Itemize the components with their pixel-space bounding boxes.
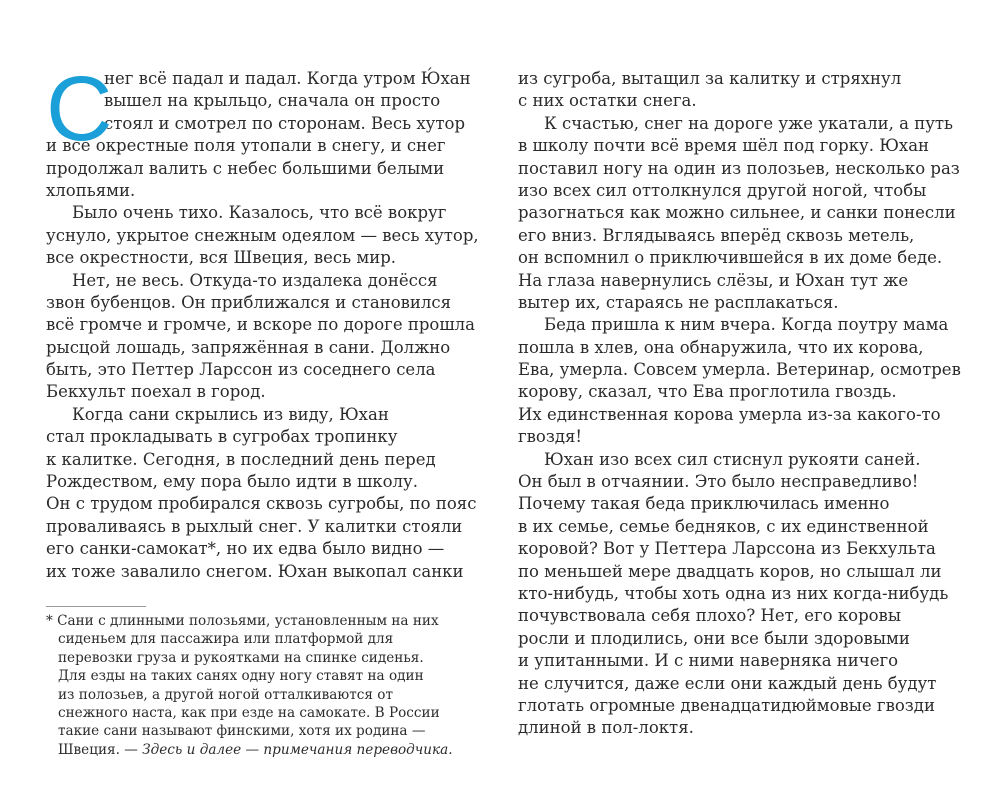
right-column (518, 68, 961, 740)
footnote-line (46, 741, 476, 759)
text-line: Рождеством, ему пора было идти в школу. (46, 472, 418, 492)
text-line: Беда пришла к ним вчера. Когда поутру мама (544, 315, 949, 335)
text-line: гвоздя! (518, 427, 583, 447)
text-line: росли и плодились, они все были здоровыми (518, 628, 910, 648)
translator-note: Здесь и далее — примечания переводчика. (142, 741, 453, 758)
text-line: Бекхульт поехал в город. (46, 382, 266, 402)
text-line: звон бубенцов. Он приближался и становился (46, 292, 452, 312)
text-line: все окрестности, вся Швеция, весь мир. (46, 248, 397, 268)
text-line: корову, сказал, что Ева проглотила гвоздь. (518, 382, 897, 402)
text-line: Почему такая беда приключилась именно (518, 494, 890, 514)
text-line: проваливаясь в рыхлый снег. У калитки стояли (46, 516, 463, 536)
text-line: изо всех сил оттолкнулся другой ногой, чтобы (518, 180, 927, 200)
footnote-line: перевозки груза и рукоятками на спинке сиденья. (58, 649, 424, 666)
footnote-line: сиденьем для пассажира или платформой для (58, 631, 394, 648)
text-line: разогнаться как можно сильнее, и санки понесли (518, 203, 956, 223)
footnote-text (46, 612, 476, 741)
text-line: почувствовала себя плохо? Нет, его коровы (518, 606, 901, 626)
text-line: пошла в хлев, она обнаружила, что их корова, (518, 337, 924, 357)
text-line: всё громче и громче, и вскоре по дороге прошла (46, 315, 475, 335)
text-line: Ева, умерла. Совсем умерла. Ветеринар, осмотрев (518, 360, 961, 380)
text-line: и упитанными. И с ними наверняка ничего (518, 651, 899, 671)
text-line: хлопьями. (46, 180, 136, 200)
text-line: уснуло, укрытое снежным одеялом — весь хутор, (46, 225, 479, 245)
text-line: в их семье, семье бедняков, с их единственной (518, 516, 929, 536)
text-line: его санки-самокат*, но их едва было видно — (46, 539, 445, 559)
text-line: поставил ногу на один из полозьев, несколько раз (518, 158, 960, 178)
text-line: их тоже завалило снегом. Юхан выкопал санки (46, 561, 464, 581)
text-line: стоял и смотрел по сторонам. Весь хутор (104, 113, 466, 133)
footnote-line: из полозьев, а другой ногой отталкиваются от (58, 686, 393, 703)
text-line: из сугроба, вытащил за калитку и стряхнул (518, 69, 902, 88)
text-line: Он был в отчаянии. Это было несправедливо! (518, 472, 919, 492)
text-line: с них остатки снега. (518, 91, 697, 111)
text-line: и все окрестные поля утопали в снегу, и снег (46, 136, 446, 156)
text-line: в школу почти всё время шёл под горку. Юхан (518, 136, 930, 156)
text-line: Когда сани скрылись из виду, Юхан (72, 404, 389, 424)
text-line: На глаза навернулись слёзы, и Юхан тут же (518, 270, 909, 290)
text-line: Он с трудом пробирался сквозь сугробы, по пояс (46, 494, 477, 514)
footnote-divider (46, 606, 146, 607)
footnote-line: * Сани с длинными полозьями, установленным на них (46, 613, 439, 629)
text-line: он вспомнил о приключившейся в их доме беде. (518, 248, 943, 268)
text-line: глотать огромные двенадцатидюймовые гвозди (518, 695, 935, 715)
text-line: не случится, даже если они каждый день будут (518, 673, 937, 693)
text-line: рысцой лошадь, запряжённая в сани. Должно (46, 337, 451, 357)
text-line: продолжал валить с небес большими белыми (46, 158, 445, 178)
left-column (46, 58, 479, 583)
text-line: Было очень тихо. Казалось, что всё вокруг (72, 203, 447, 223)
footnote-line: Для езды на таких санях одну ногу ставят на один (58, 668, 424, 685)
text-line: Их единственная корова умерла из-за какого-то (518, 404, 941, 424)
footnote-plain: Швеция. — (58, 741, 143, 758)
drop-cap: С (46, 58, 113, 160)
right-column-text (518, 68, 961, 740)
text-line: коровой? Вот у Петтера Ларссона из Бекхульта (518, 539, 936, 559)
text-line: к калитке. Сегодня, в последний день перед (46, 449, 436, 469)
text-line: стал прокладывать в сугробах тропинку (46, 427, 398, 447)
footnote-line: снежного наста, как при езде на самокате. В России (58, 704, 440, 721)
text-line: вышел на крыльцо, сначала он просто (104, 91, 441, 111)
text-line: быть, это Петтер Ларссон из соседнего села (46, 360, 436, 380)
text-line: нег всё падал и падал. Когда утром Ю́хан (104, 69, 471, 88)
text-line: его вниз. Вглядываясь вперёд сквозь метель, (518, 225, 915, 245)
text-line: по меньшей мере двадцать коров, но слышал ли (518, 561, 942, 581)
footnote (46, 612, 476, 759)
text-line: К счастью, снег на дороге уже укатали, а путь (544, 113, 954, 133)
text-line: длиной в пол-локтя. (518, 718, 694, 738)
text-line: вытер их, стараясь не расплакаться. (518, 292, 839, 312)
text-line: Нет, не весь. Откуда-то издалека донёсся (72, 270, 438, 290)
footnote-line: такие сани называют финскими, хотя их родина — (58, 723, 426, 740)
text-line: кто-нибудь, чтобы хоть одна из них когда-нибудь (518, 583, 949, 603)
text-line: Юхан изо всех сил стиснул рукояти саней. (544, 449, 921, 469)
